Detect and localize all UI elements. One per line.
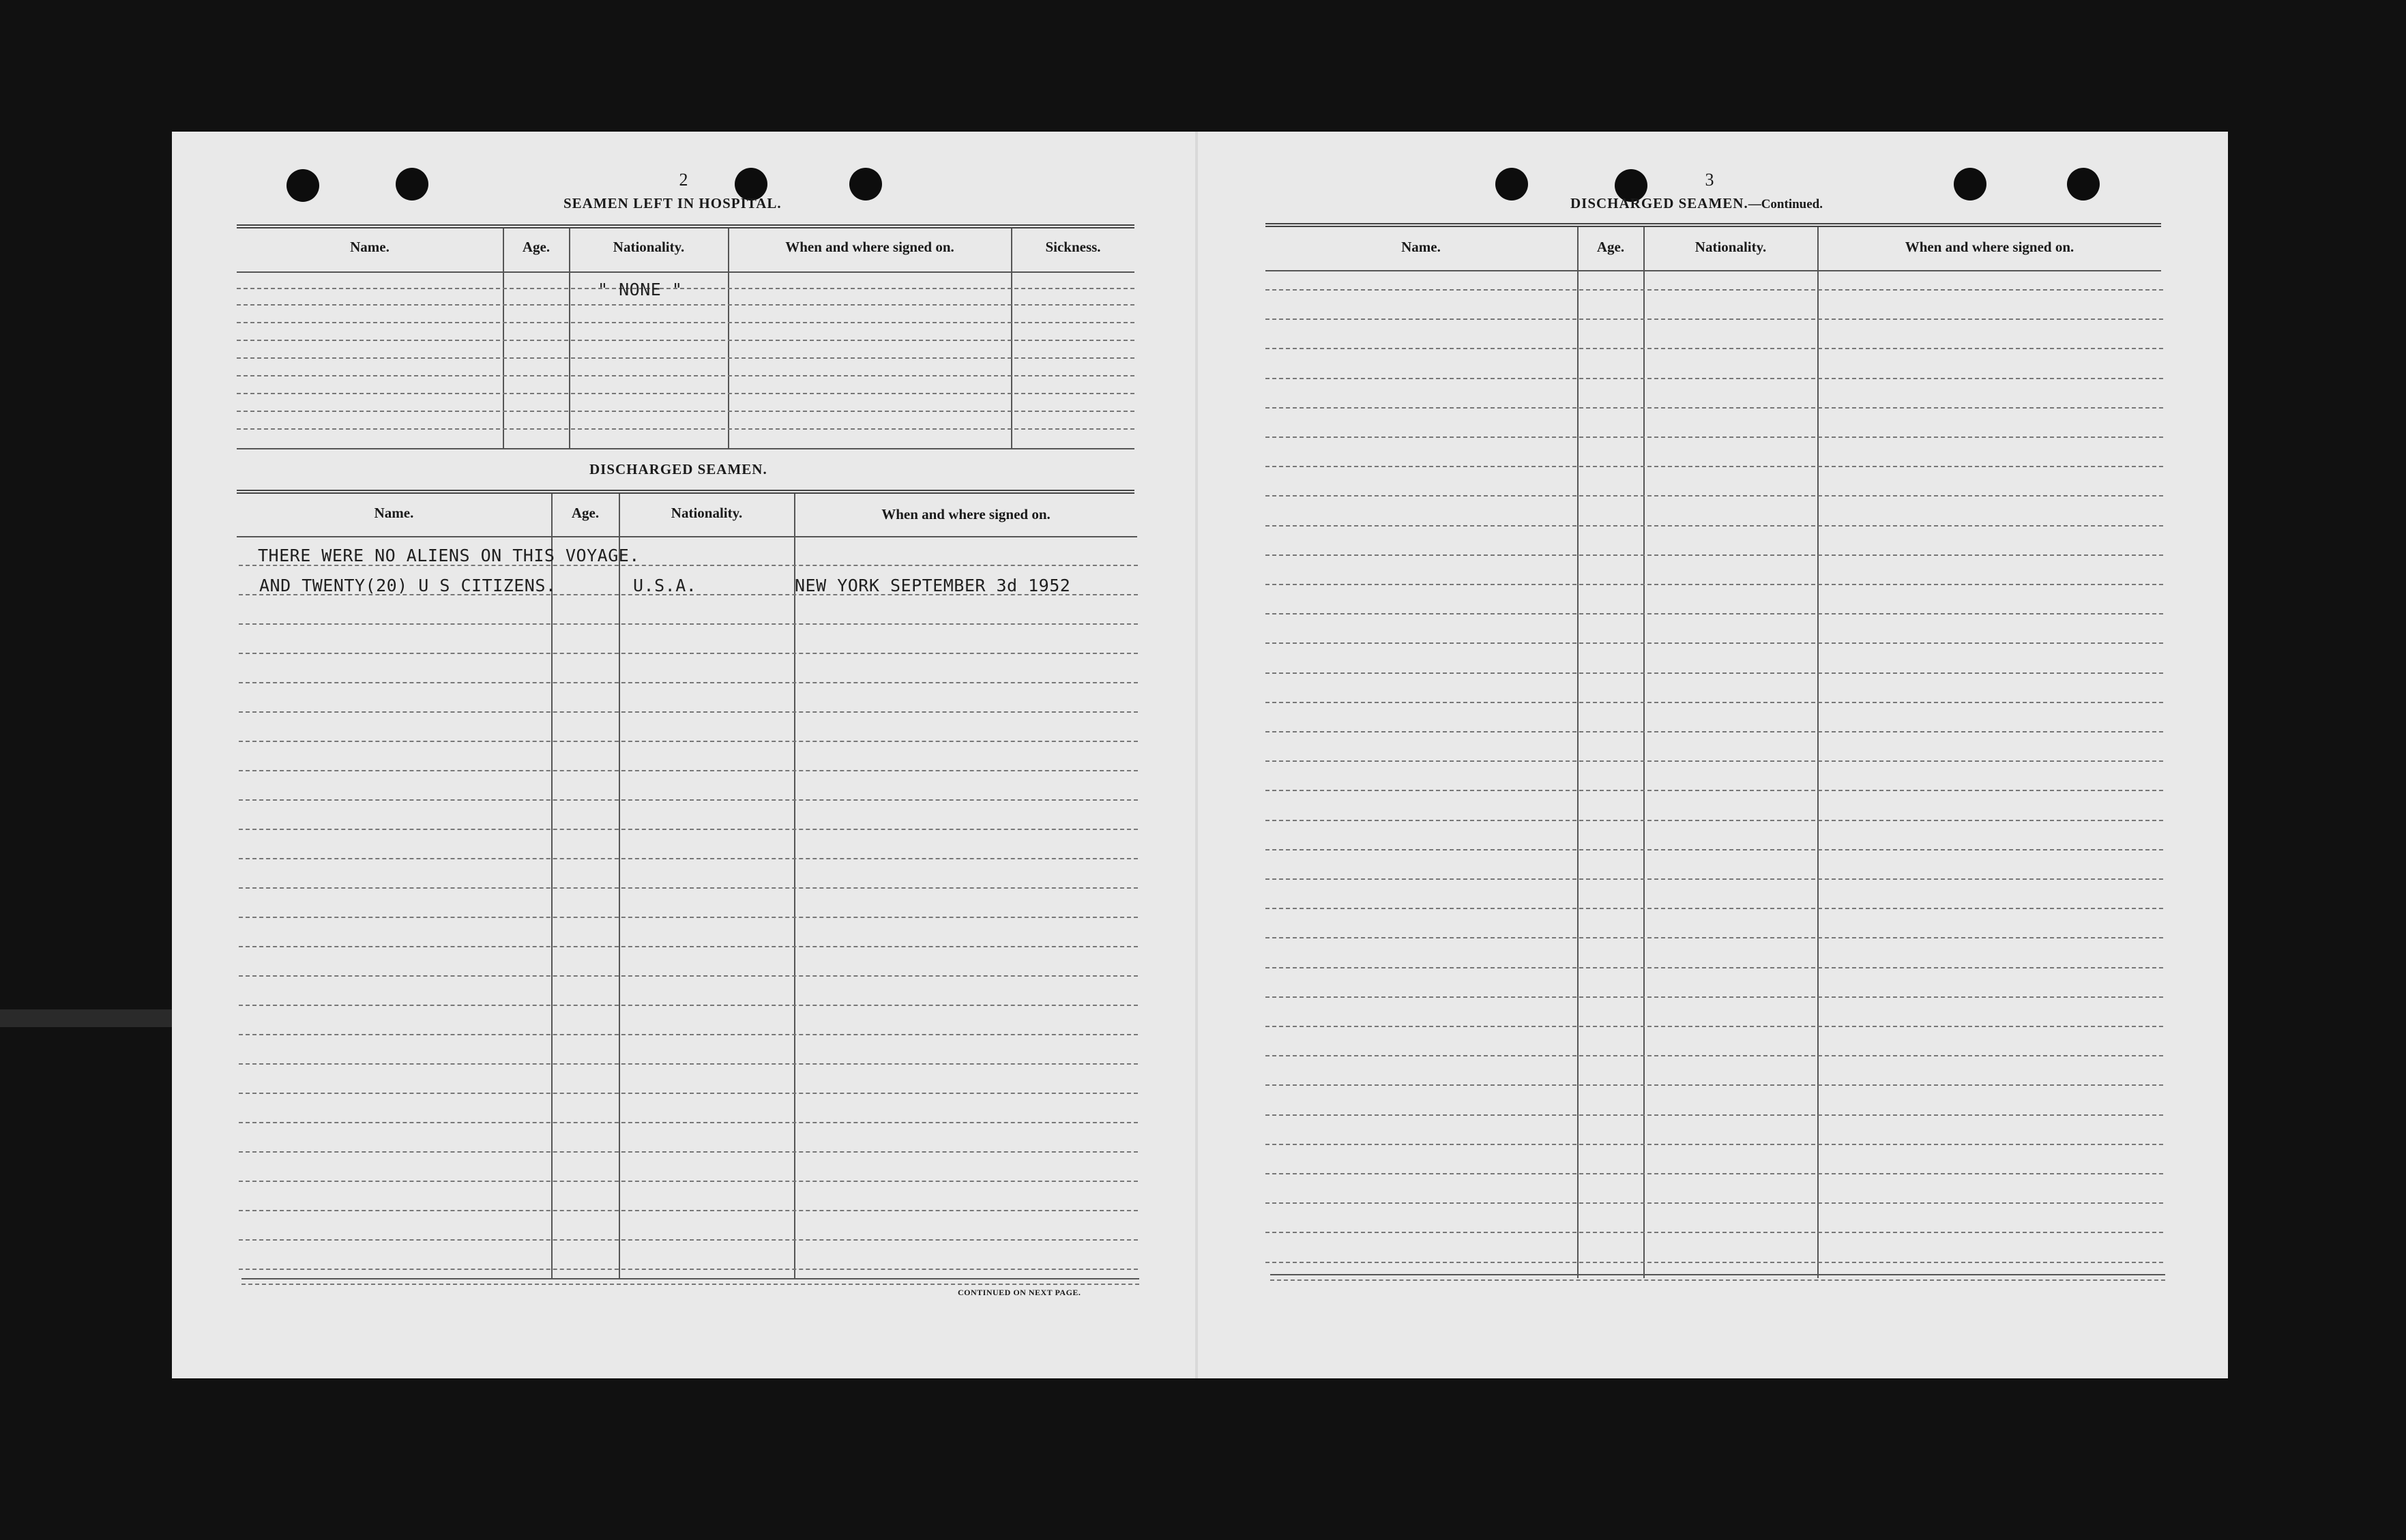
- ruled-row-line: [239, 829, 1138, 830]
- page-number-left: 2: [679, 170, 688, 190]
- ruled-row-line: [1265, 495, 2163, 497]
- ruled-row-line: [239, 1122, 1138, 1123]
- hospital-col-sickness: Sickness.: [1045, 239, 1101, 255]
- hospital-col-divider: [1011, 228, 1012, 448]
- hospital-row-line: [237, 411, 1134, 412]
- ruled-row-line: [1265, 1232, 2163, 1233]
- ruled-row-line: [1265, 908, 2163, 909]
- ruled-row-line: [1265, 407, 2163, 409]
- ruled-row-line: [239, 741, 1138, 742]
- ruled-row-line: [239, 1151, 1138, 1153]
- right-col-divider: [1577, 227, 1579, 1278]
- discharged-section-title: DISCHARGED SEAMEN.: [589, 461, 767, 477]
- ruled-row-line: [1265, 702, 2163, 703]
- page-number-right: 3: [1705, 170, 1714, 190]
- hospital-table-top-rule: [237, 224, 1134, 228]
- ruled-row-line: [1265, 1114, 2163, 1116]
- discharged-entry-name: THERE WERE NO ALIENS ON THIS VOYAGE.: [258, 546, 640, 565]
- ruled-row-line: [239, 1063, 1138, 1065]
- right-col-divider: [1817, 227, 1819, 1278]
- ruled-row-line: [1265, 731, 2163, 732]
- ruled-row-line: [1265, 378, 2163, 379]
- discharged-entry-signed-on: NEW YORK SEPTEMBER 3d 1952: [795, 576, 1071, 595]
- ruled-row-line: [1265, 289, 2163, 291]
- hospital-row-line: [237, 322, 1134, 323]
- ruled-row-line: [1265, 820, 2163, 821]
- hospital-col-divider: [569, 228, 570, 448]
- right-col-signed-on: When and where signed on.: [1905, 239, 2074, 255]
- punch-hole: [287, 169, 319, 202]
- hospital-row-line: [237, 393, 1134, 394]
- ruled-row-line: [1265, 1026, 2163, 1027]
- hospital-header-rule: [237, 271, 1134, 273]
- hospital-col-age: Age.: [522, 239, 551, 255]
- ruled-row-line: [1265, 554, 2163, 556]
- ruled-row-line: [239, 1210, 1138, 1211]
- hospital-section-title: SEAMEN LEFT IN HOSPITAL.: [563, 195, 782, 211]
- discharged-col-divider: [794, 494, 795, 1278]
- ruled-row-line: [1265, 525, 2163, 527]
- ruled-row-line: [239, 1093, 1138, 1094]
- right-table-bottom-dash: [1270, 1279, 2165, 1281]
- ruled-row-line: [1265, 790, 2163, 791]
- ruled-row-line: [239, 1005, 1138, 1006]
- ruled-row-line: [239, 858, 1138, 859]
- discharged-table-top-rule: [237, 490, 1134, 494]
- discharged-table-bottom-rule: [241, 1278, 1139, 1279]
- ruled-row-line: [1265, 319, 2163, 320]
- right-table-top-rule: [1265, 223, 2161, 227]
- ruled-row-line: [239, 653, 1138, 654]
- ruled-row-line: [1265, 878, 2163, 880]
- punch-hole: [2067, 168, 2100, 201]
- hospital-row-line: [237, 357, 1134, 359]
- ruled-row-line: [239, 975, 1138, 977]
- ruled-row-line: [239, 1181, 1138, 1182]
- continued-note: CONTINUED ON NEXT PAGE.: [958, 1288, 1081, 1297]
- right-header-rule: [1265, 270, 2161, 271]
- hospital-col-divider: [503, 228, 504, 448]
- ruled-row-line: [239, 1239, 1138, 1241]
- discharged-col-signed-on: When and where signed on.: [881, 506, 1051, 522]
- ruled-row-line: [239, 623, 1138, 625]
- ruled-row-line: [1265, 672, 2163, 674]
- ruled-row-line: [1265, 849, 2163, 850]
- hospital-col-name: Name.: [350, 239, 390, 255]
- ruled-row-line: [239, 770, 1138, 771]
- punch-hole: [849, 168, 882, 201]
- punch-hole: [1495, 168, 1528, 201]
- hospital-table-bottom-rule: [237, 448, 1134, 449]
- right-col-name: Name.: [1401, 239, 1441, 255]
- page-fold: [1195, 132, 1198, 1378]
- hospital-col-nationality: Nationality.: [613, 239, 685, 255]
- ruled-row-line: [1265, 996, 2163, 998]
- punch-hole: [1954, 168, 1986, 201]
- discharged-table-bottom-dash: [241, 1284, 1139, 1285]
- discharged-col-age: Age.: [571, 505, 600, 521]
- discharged-entry-nationality: U.S.A.: [633, 576, 697, 595]
- discharged-col-divider: [619, 494, 620, 1278]
- hospital-row-line: [237, 428, 1134, 430]
- ruled-row-line: [239, 682, 1138, 683]
- ruled-row-line: [239, 799, 1138, 801]
- hospital-col-divider: [728, 228, 729, 448]
- ruled-row-line: [1265, 1055, 2163, 1056]
- ruled-row-line: [1265, 613, 2163, 614]
- right-section-title-text: DISCHARGED SEAMEN.: [1570, 195, 1748, 211]
- ruled-row-line: [239, 1034, 1138, 1035]
- discharged-col-nationality: Nationality.: [671, 505, 743, 521]
- ruled-row-line: [1265, 1173, 2163, 1174]
- ruled-row-line: [1265, 937, 2163, 938]
- ruled-row-line: [1265, 1144, 2163, 1145]
- right-table-bottom-rule: [1270, 1274, 2165, 1275]
- hospital-row-line: [237, 340, 1134, 341]
- ruled-row-line: [1265, 348, 2163, 349]
- hospital-row-line: [237, 288, 1134, 289]
- ruled-row-line: [239, 917, 1138, 918]
- ruled-row-line: [1265, 1084, 2163, 1086]
- punch-hole: [396, 168, 428, 201]
- ruled-row-line: [1265, 967, 2163, 968]
- right-col-nationality: Nationality.: [1695, 239, 1767, 255]
- right-section-title-suffix: —Continued.: [1748, 197, 1823, 211]
- discharged-col-name: Name.: [374, 505, 414, 521]
- hospital-nationality-entry: " NONE ": [598, 280, 683, 299]
- hospital-col-signed-on: When and where signed on.: [785, 239, 954, 255]
- ruled-row-line: [1265, 436, 2163, 438]
- discharged-col-divider: [551, 494, 553, 1278]
- right-section-title: [1570, 195, 1823, 212]
- ruled-row-line: [239, 887, 1138, 889]
- ruled-row-line: [239, 1269, 1138, 1270]
- ruled-row-line: [1265, 584, 2163, 585]
- discharged-header-rule: [237, 536, 1137, 537]
- ruled-row-line: [1265, 760, 2163, 762]
- ruled-row-line: [1265, 642, 2163, 644]
- right-col-age: Age.: [1596, 239, 1625, 255]
- discharged-entry-name: AND TWENTY(20) U S CITIZENS.: [259, 576, 557, 595]
- right-col-divider: [1643, 227, 1645, 1278]
- hospital-row-line: [237, 304, 1134, 306]
- hospital-row-line: [237, 375, 1134, 376]
- ruled-row-line: [239, 711, 1138, 713]
- ruled-row-line: [1265, 1202, 2163, 1204]
- ruled-row-line: [239, 946, 1138, 947]
- ruled-row-line: [1265, 1262, 2163, 1263]
- ruled-row-line: [1265, 466, 2163, 467]
